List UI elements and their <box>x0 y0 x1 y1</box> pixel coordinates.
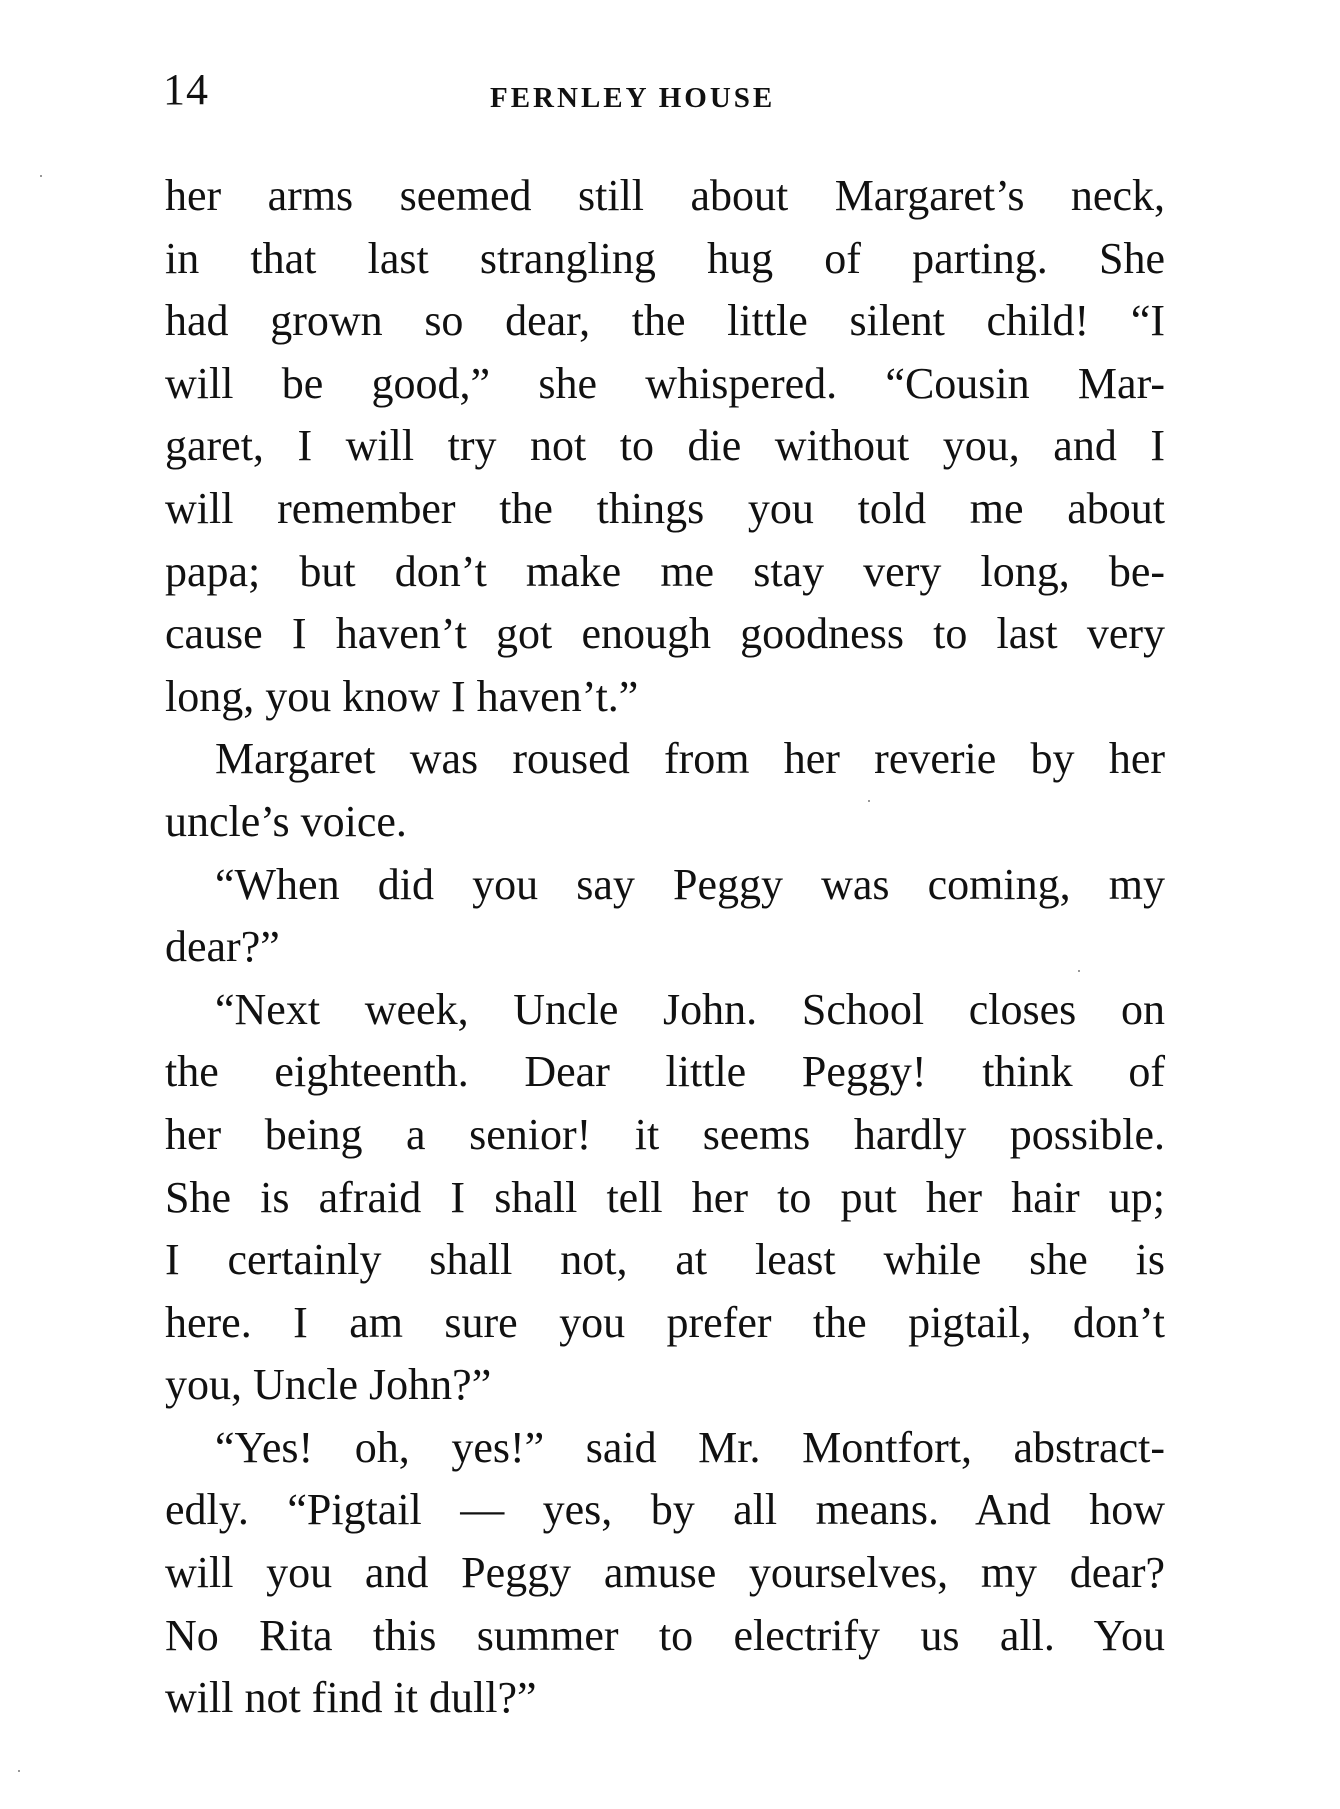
text-line: her arms seemed still about Margaret’s neck, <box>165 171 1165 220</box>
text-line: Margaret was roused from her reverie by her <box>215 734 1165 784</box>
text-line: cause I haven’t got enough goodness to last very <box>165 609 1165 659</box>
text-line: “When did you say Peggy was coming, my <box>215 859 1165 909</box>
paper-speck <box>18 1770 20 1772</box>
body-text <box>165 165 1165 1730</box>
text-line: I certainly shall not, at least while she is <box>165 1235 1165 1285</box>
text-line: will be good,” she whispered. “Cousin Mar- <box>165 358 1165 408</box>
text-line: will you and Peggy amuse yourselves, my dear? <box>165 1548 1165 1598</box>
page-number: 14 <box>163 65 209 114</box>
text-line: dear?” <box>165 922 280 972</box>
running-title: FERNLEY HOUSE <box>490 82 776 114</box>
text-line: garet, I will try not to die without you, and I <box>165 421 1165 471</box>
text-line: the eighteenth. Dear little Peggy! think of <box>165 1047 1165 1097</box>
paper-speck <box>868 800 870 802</box>
text-line: you, Uncle John?” <box>165 1360 492 1410</box>
text-line: long, you know I haven’t.” <box>165 671 639 721</box>
text-line: here. I am sure you prefer the pigtail, don’t <box>165 1297 1165 1347</box>
paper-speck <box>40 175 42 177</box>
text-line: in that last strangling hug of parting. She <box>165 233 1165 283</box>
paper-speck <box>1078 970 1080 972</box>
text-line: She is afraid I shall tell her to put her hair up; <box>165 1172 1165 1222</box>
text-line: No Rita this summer to electrify us all. You <box>165 1610 1165 1660</box>
text-line: papa; but don’t make me stay very long, be- <box>165 546 1165 596</box>
text-line: “Next week, Uncle John. School closes on <box>215 984 1165 1034</box>
text-line: edly. “Pigtail — yes, by all means. And how <box>165 1485 1165 1535</box>
text-line: uncle’s voice. <box>165 796 407 846</box>
text-line: had grown so dear, the little silent child! “I <box>165 296 1165 346</box>
text-line: “Yes! oh, yes!” said Mr. Montfort, abstract- <box>215 1422 1165 1472</box>
text-line: will remember the things you told me about <box>165 483 1165 533</box>
text-line: her being a senior! it seems hardly possible. <box>165 1109 1165 1159</box>
text-line: will not find it dull?” <box>165 1673 537 1723</box>
